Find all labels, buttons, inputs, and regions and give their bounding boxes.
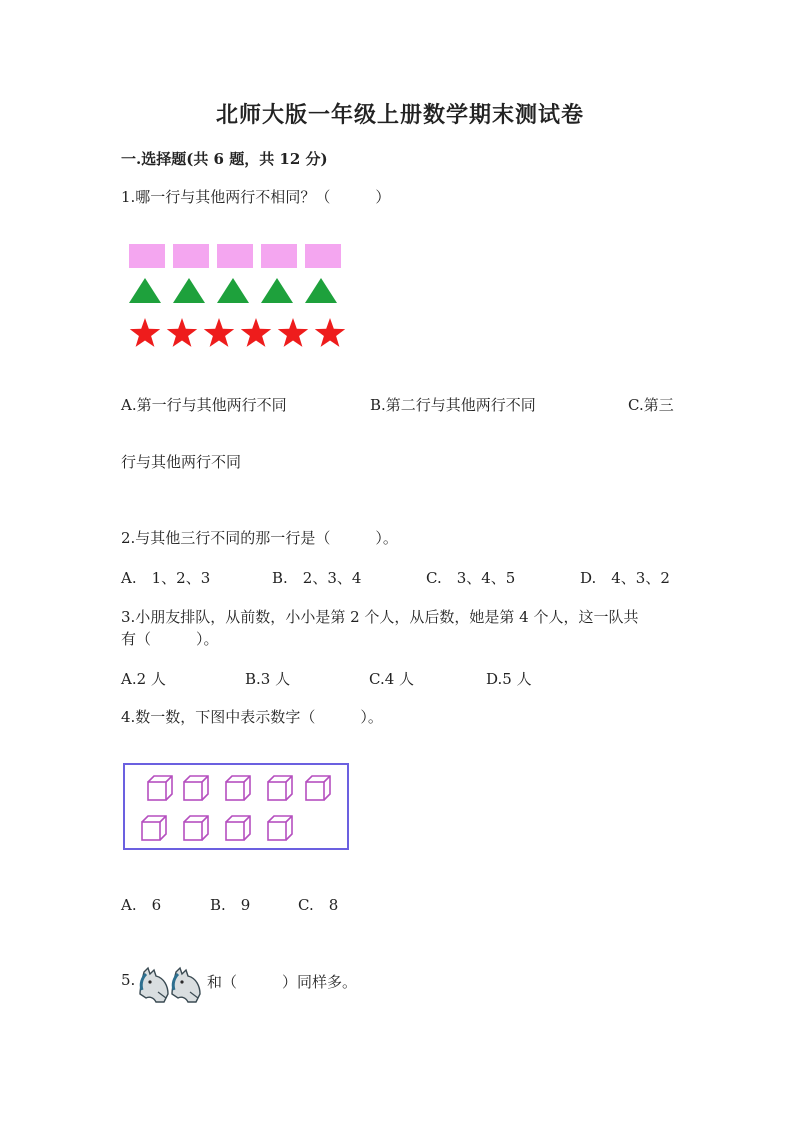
question-3-option-c: C.4 人 — [369, 670, 415, 688]
question-3-stem-line-1: 3.小朋友排队，从前数，小小是第 2 个人，从后数，她是第 4 个人，这一队共 — [121, 608, 639, 626]
question-1-stem: 1.哪一行与其他两行不相同？（ ） — [121, 188, 391, 206]
question-5-figure — [136, 966, 206, 1006]
section-heading: 一.选择题(共 6 题，共 12 分) — [121, 150, 328, 168]
question-1-option-a: A.第一行与其他两行不同 — [121, 396, 287, 414]
question-4-stem: 4.数一数，下图中表示数字（ ）。 — [121, 708, 383, 726]
cube-icon — [226, 776, 250, 800]
cube-icon — [184, 816, 208, 840]
horse-head-icon — [140, 968, 168, 1002]
red-star — [130, 318, 160, 347]
question-3-stem-line-2: 有（ ）。 — [121, 630, 219, 648]
cube-icon — [226, 816, 250, 840]
question-2-option-a: A. 1、2、3 — [121, 569, 211, 587]
cube-icon — [142, 816, 166, 840]
green-triangle — [217, 278, 249, 303]
pink-rectangle — [173, 244, 209, 268]
green-triangle — [261, 278, 293, 303]
red-star — [278, 318, 308, 347]
red-star-row — [130, 318, 345, 347]
cube-icon — [268, 816, 292, 840]
page-title: 北师大版一年级上册数学期末测试卷 — [215, 102, 584, 128]
question-3-option-a: A.2 人 — [121, 670, 166, 688]
question-2-option-d: D. 4、3、2 — [580, 569, 670, 587]
pink-rectangle — [305, 244, 341, 268]
pink-rectangle — [217, 244, 253, 268]
question-3-option-b: B.3 人 — [245, 670, 291, 688]
red-star — [167, 318, 197, 347]
question-4-option-c: C. 8 — [298, 896, 339, 914]
pink-rectangle — [261, 244, 297, 268]
horse-head-icon — [172, 968, 200, 1002]
cube-icon — [148, 776, 172, 800]
question-5-stem: 和（ ）同样多。 — [207, 973, 358, 991]
question-5-number: 5. — [121, 971, 136, 989]
question-1-option-c: C.第三 — [628, 396, 674, 414]
red-star — [241, 318, 271, 347]
question-3-option-d: D.5 人 — [486, 670, 532, 688]
question-4-option-a: A. 6 — [121, 896, 162, 914]
pink-rectangle-row — [129, 244, 341, 268]
pink-rectangle — [129, 244, 165, 268]
green-triangle — [129, 278, 161, 303]
red-star — [315, 318, 345, 347]
cube-icon — [306, 776, 330, 800]
question-2-stem: 2.与其他三行不同的那一行是（ ）。 — [121, 529, 398, 547]
question-2-option-c: C. 3、4、5 — [426, 569, 516, 587]
question-1-option-b: B.第二行与其他两行不同 — [370, 396, 536, 414]
green-triangle-row — [129, 278, 337, 303]
question-1-figure — [125, 240, 355, 360]
green-triangle — [305, 278, 337, 303]
question-1-option-c-continued: 行与其他两行不同 — [121, 453, 242, 471]
cube-icon — [184, 776, 208, 800]
cube-icon — [268, 776, 292, 800]
green-triangle — [173, 278, 205, 303]
question-2-option-b: B. 2、3、4 — [272, 569, 362, 587]
question-4-option-b: B. 9 — [210, 896, 251, 914]
question-4-figure — [122, 762, 352, 852]
red-star — [204, 318, 234, 347]
